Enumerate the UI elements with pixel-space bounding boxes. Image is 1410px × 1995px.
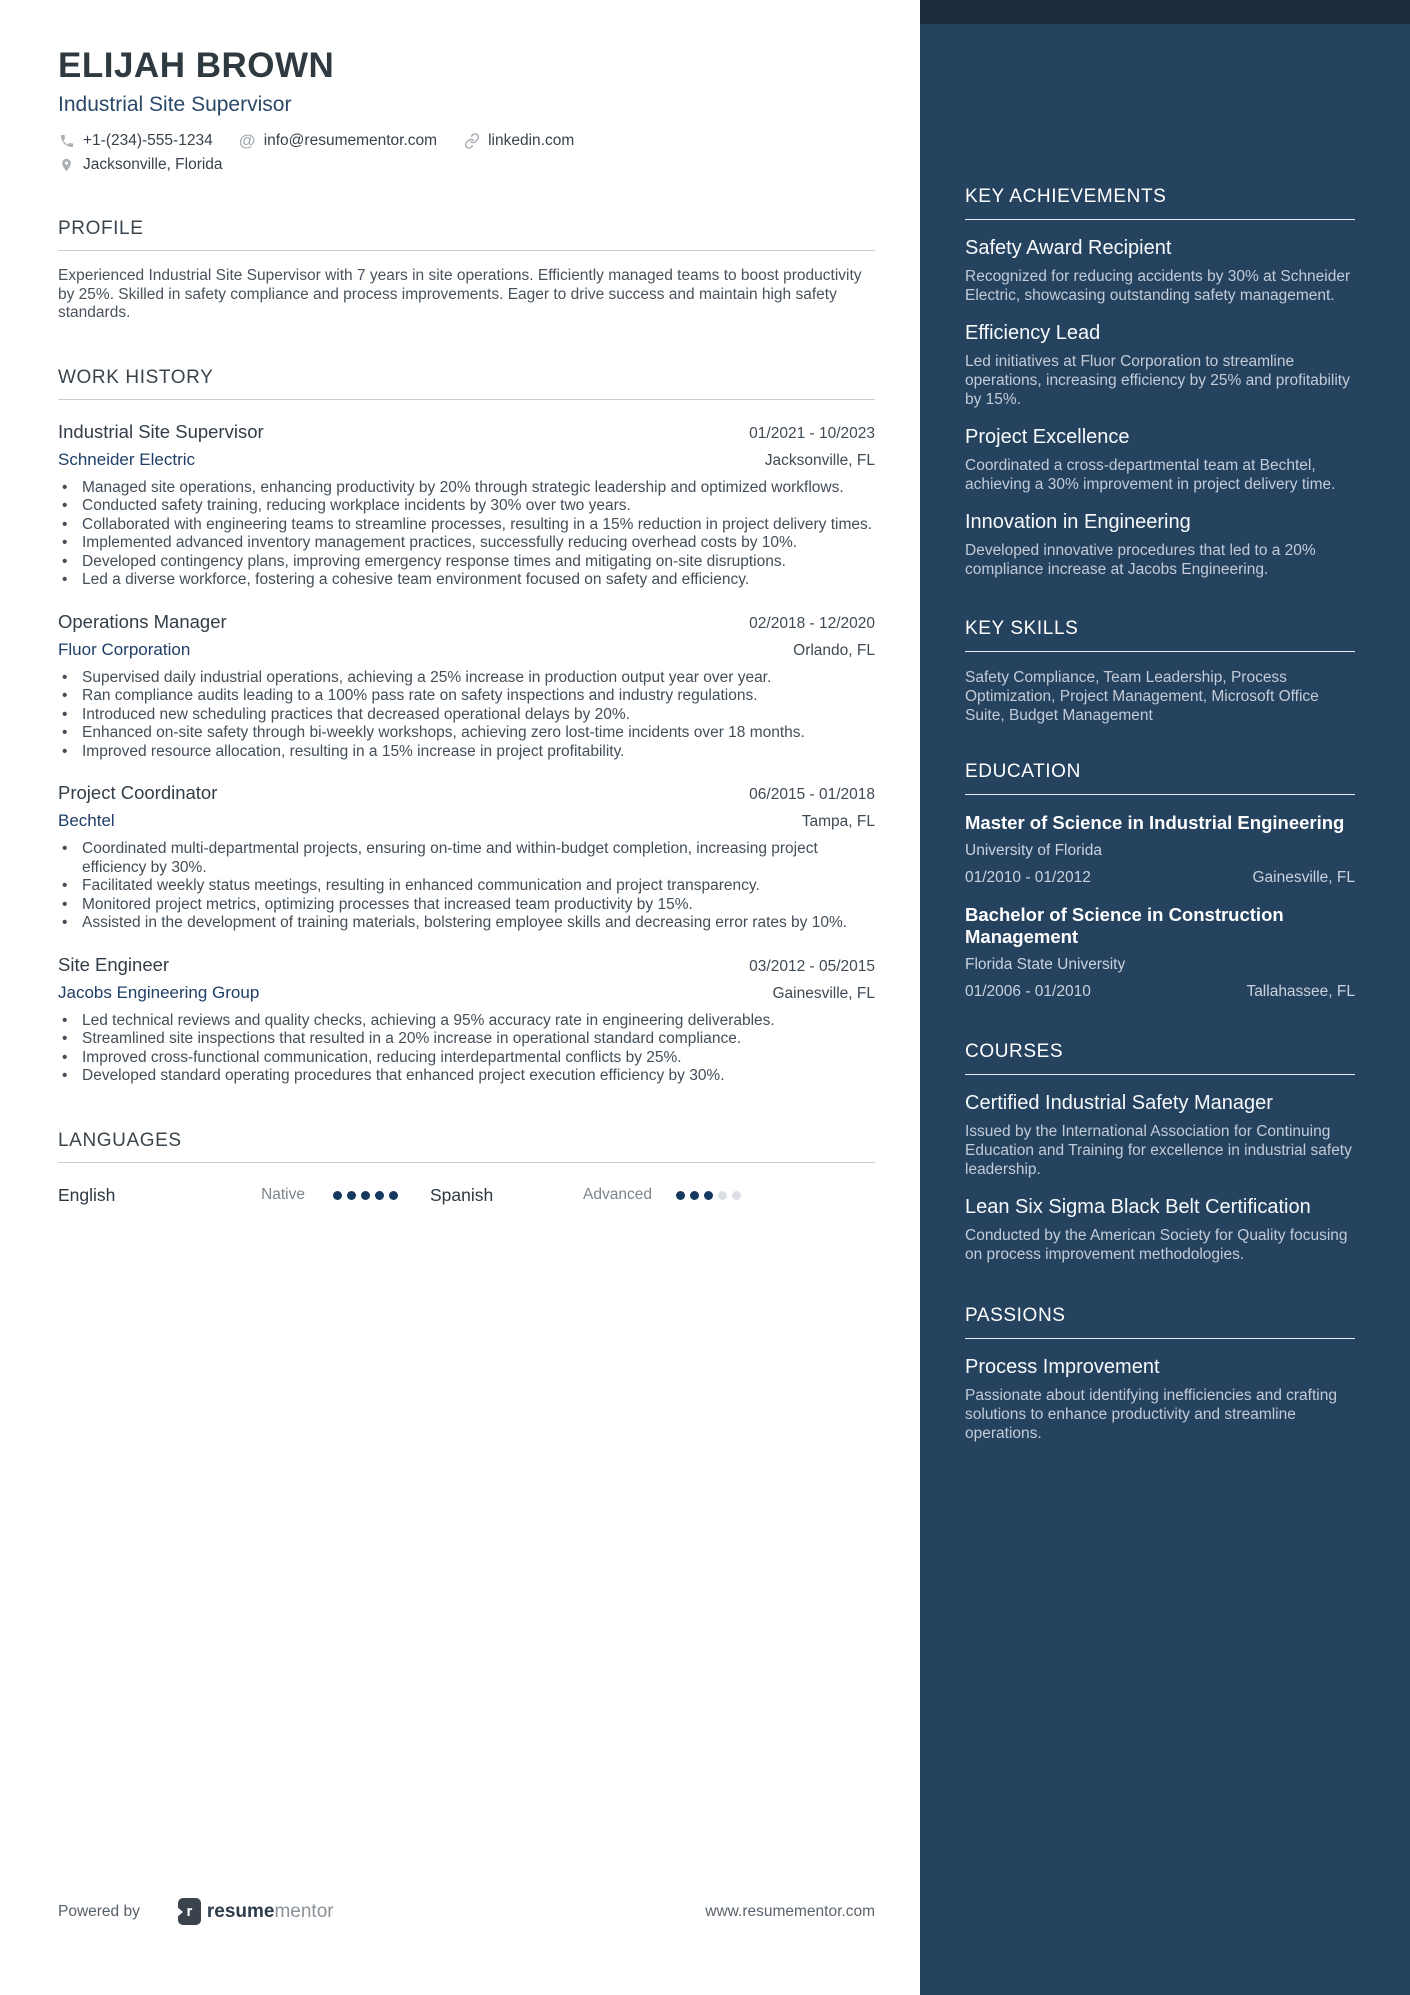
- email-icon: @: [238, 131, 256, 150]
- language-dot: [704, 1191, 713, 1200]
- passions-section: [965, 1305, 1355, 1443]
- candidate-name: ELIJAH BROWN: [58, 46, 335, 85]
- achievement-text: Recognized for reducing accidents by 30% at Schneider Electric, showcasing outstanding safety management.: [965, 268, 1351, 304]
- course-text: Issued by the International Association for Continuing Education and Training for excellence in industrial safety leadership.: [965, 1123, 1352, 1178]
- passion-title: Process Improvement: [965, 1356, 1160, 1378]
- job-title: Project Coordinator: [58, 782, 218, 803]
- logo-text-light: mentor: [274, 1900, 334, 1922]
- contact-row-1: [58, 132, 875, 150]
- sidebar-divider: [965, 1338, 1355, 1339]
- job-title: Operations Manager: [58, 610, 227, 632]
- language-dot: [347, 1191, 356, 1200]
- job-bullet: • Ran compliance audits leading to a 100% pass rate on safety inspections and industry regulations.: [58, 687, 875, 706]
- left-column: [58, 0, 875, 1206]
- courses-heading: COURSES: [965, 1041, 1064, 1062]
- job-location: Jacksonville, FL: [764, 451, 875, 469]
- language-dot: [718, 1191, 727, 1200]
- job-company: Bechtel: [58, 811, 115, 830]
- achievement-entry: [965, 426, 1355, 494]
- course-title: Lean Six Sigma Black Belt Certification: [965, 1196, 1311, 1218]
- resume-header: [58, 46, 875, 174]
- location-icon: [58, 157, 75, 174]
- job-bullet: • Improved resource allocation, resulting in a 15% increase in project profitability.: [58, 743, 875, 762]
- language-dot: [389, 1191, 398, 1200]
- job-title-row: [58, 611, 875, 633]
- powered-by: [58, 1898, 334, 1925]
- achievement-title: Efficiency Lead: [965, 322, 1101, 344]
- achievement-title: Safety Award Recipient: [965, 237, 1172, 259]
- course-entry: [965, 1196, 1355, 1264]
- work-history-heading: WORK HISTORY: [58, 366, 214, 388]
- profile-text: Experienced Industrial Site Supervisor with 7 years in site operations. Efficiently managed teams to boost productivity by 25%. Skilled in safety compliance and process improvements. Eager to drive success and maintain high safety standards.: [58, 267, 862, 321]
- logo-letter: r: [186, 1903, 193, 1920]
- job-company: Schneider Electric: [58, 449, 196, 469]
- course-entry: [965, 1092, 1355, 1179]
- section-divider: [58, 250, 875, 251]
- job-dates: 03/2012 - 05/2015: [749, 957, 875, 975]
- education-dates: 01/2010 - 01/2012: [965, 869, 1091, 886]
- contact-phone: [58, 132, 213, 150]
- candidate-title: Industrial Site Supervisor: [58, 93, 292, 116]
- language-dot: [676, 1191, 685, 1200]
- sidebar-top-band: [920, 0, 1410, 24]
- logo-text: [207, 1901, 334, 1923]
- sidebar-divider: [965, 651, 1355, 652]
- contact-text: linkedin.com: [488, 132, 575, 149]
- passions-list: [965, 1356, 1355, 1443]
- sidebar-divider: [965, 794, 1355, 795]
- job-company-row: [58, 983, 875, 1003]
- passion-entry: [965, 1356, 1355, 1443]
- language-dots: [333, 1191, 398, 1200]
- languages-row: [58, 1185, 875, 1206]
- job-bullet: • Supervised daily industrial operations, achieving a 25% increase in production output year over year.: [58, 669, 875, 688]
- contact-link[interactable]: [463, 132, 574, 150]
- section-divider: [58, 399, 875, 400]
- job-bullet: • Coordinated multi-departmental projects, ensuring on-time and within-budget completion, increasing project efficiency by 30%.: [58, 840, 875, 877]
- education-location: Tallahassee, FL: [1246, 983, 1355, 1000]
- job-company-row: [58, 640, 875, 660]
- school-name: Florida State University: [965, 956, 1126, 973]
- education-entry: [965, 812, 1355, 887]
- contact-location: [58, 156, 223, 174]
- sidebar-divider: [965, 1074, 1355, 1075]
- achievements-list: [965, 237, 1355, 579]
- phone-icon: [58, 133, 75, 150]
- job-bullet: • Developed standard operating procedures that enhanced project execution efficiency by 30%.: [58, 1067, 875, 1086]
- page-footer: [58, 1898, 875, 1925]
- job-bullet: • Introduced new scheduling practices that decreased operational delays by 20%.: [58, 706, 875, 725]
- job-bullet: • Led a diverse workforce, fostering a cohesive team environment focused on safety and efficiency.: [58, 571, 875, 590]
- education-entry: [965, 904, 1355, 1001]
- language-dot: [333, 1191, 342, 1200]
- job-location: Orlando, FL: [793, 641, 875, 659]
- logo-icon: [178, 1898, 201, 1925]
- key-achievements-heading: KEY ACHIEVEMENTS: [965, 186, 1167, 207]
- education-date-row: [965, 869, 1355, 887]
- powered-by-label: Powered by: [58, 1902, 140, 1920]
- job-entry: [58, 421, 875, 590]
- key-achievements-section: [965, 186, 1355, 579]
- job-bullet: • Collaborated with engineering teams to streamline processes, resulting in a 15% reduction in project delivery times.: [58, 516, 875, 535]
- job-title-row: [58, 954, 875, 976]
- job-bullet: • Conducted safety training, reducing workplace incidents by 30% over two years.: [58, 497, 875, 516]
- achievement-text: Developed innovative procedures that led to a 20% compliance increase at Jacobs Engineering.: [965, 542, 1316, 578]
- degree-title: Bachelor of Science in Construction Management: [965, 904, 1284, 947]
- degree-title: Master of Science in Industrial Engineering: [965, 812, 1345, 833]
- job-company: Jacobs Engineering Group: [58, 982, 260, 1002]
- contact-text: +1-(234)-555-1234: [83, 132, 213, 149]
- resumementor-logo: [178, 1898, 334, 1925]
- course-text: Conducted by the American Society for Quality focusing on process improvement methodologies.: [965, 1227, 1348, 1263]
- job-bullet: • Implemented advanced inventory management practices, successfully reducing overhead costs by 10%.: [58, 534, 875, 553]
- achievement-text: Led initiatives at Fluor Corporation to streamline operations, increasing efficiency by 25% and profitability by 15%.: [965, 353, 1350, 408]
- contact-info: [58, 132, 875, 174]
- job-bullet: • Improved cross-functional communication, reducing interdepartmental conflicts by 25%.: [58, 1049, 875, 1068]
- languages-section: [58, 1130, 875, 1206]
- job-title-row: [58, 782, 875, 804]
- profile-heading: PROFILE: [58, 218, 144, 239]
- key-skills-heading: KEY SKILLS: [965, 618, 1079, 639]
- courses-section: [965, 1041, 1355, 1264]
- education-location: Gainesville, FL: [1252, 869, 1355, 886]
- passions-heading: PASSIONS: [965, 1305, 1066, 1326]
- education-heading: EDUCATION: [965, 761, 1081, 782]
- sidebar-divider: [965, 219, 1355, 220]
- education-section: [965, 761, 1355, 1001]
- school-name: University of Florida: [965, 842, 1102, 859]
- education-dates: 01/2006 - 01/2010: [965, 983, 1091, 1000]
- achievement-text: Coordinated a cross-departmental team at Bechtel, achieving a 30% improvement in project delivery time.: [965, 457, 1336, 493]
- website-link[interactable]: www.resumementor.com: [705, 1902, 875, 1920]
- language-dot: [375, 1191, 384, 1200]
- course-title: Certified Industrial Safety Manager: [965, 1092, 1273, 1114]
- job-bullet: • Facilitated weekly status meetings, resulting in enhanced communication and project transparency.: [58, 877, 875, 896]
- job-bullets: [58, 1012, 875, 1086]
- languages-heading: LANGUAGES: [58, 1129, 182, 1151]
- job-entry: [58, 782, 875, 933]
- job-bullets: [58, 479, 875, 590]
- job-location: Tampa, FL: [801, 813, 875, 830]
- link-icon: [463, 133, 480, 150]
- work-history-section: [58, 367, 875, 1086]
- language-name: Spanish: [430, 1184, 494, 1205]
- passion-text: Passionate about identifying inefficiencies and crafting solutions to enhance productivity and streamline operations.: [965, 1387, 1337, 1442]
- profile-section: [58, 218, 875, 323]
- logo-text-bold: resume: [206, 1900, 275, 1922]
- language-dot: [732, 1191, 741, 1200]
- job-bullet: • Developed contingency plans, improving emergency response times and mitigating on-site disruptions.: [58, 553, 875, 572]
- job-title: Site Engineer: [58, 953, 170, 975]
- job-bullets: [58, 840, 875, 933]
- jobs-list: [58, 421, 875, 1086]
- key-skills-text: Safety Compliance, Team Leadership, Process Optimization, Project Management, Microsoft Office Suite, Budget Management: [965, 669, 1319, 724]
- job-entry: [58, 954, 875, 1086]
- language-dot: [361, 1191, 370, 1200]
- achievement-entry: [965, 322, 1355, 409]
- language-level: Advanced: [583, 1186, 652, 1203]
- job-bullets: [58, 669, 875, 762]
- job-bullet: • Enhanced on-site safety through bi-weekly workshops, achieving zero lost-time incidents over 18 months.: [58, 724, 875, 743]
- courses-list: [965, 1092, 1355, 1264]
- job-entry: [58, 611, 875, 762]
- contact-text: Jacksonville, Florida: [83, 156, 223, 173]
- job-title: Industrial Site Supervisor: [58, 420, 264, 442]
- education-date-row: [965, 983, 1355, 1001]
- education-list: [965, 812, 1355, 1001]
- language-dot: [690, 1191, 699, 1200]
- job-bullet: • Assisted in the development of training materials, bolstering employee skills and decreasing error rates by 10%.: [58, 914, 875, 933]
- section-divider: [58, 1162, 875, 1163]
- achievement-entry: [965, 511, 1355, 579]
- job-title-row: [58, 421, 875, 443]
- contact-row-2: [58, 156, 875, 174]
- job-company-row: [58, 811, 875, 831]
- job-dates: 01/2021 - 10/2023: [749, 424, 875, 442]
- achievement-title: Innovation in Engineering: [965, 511, 1191, 533]
- job-dates: 06/2015 - 01/2018: [749, 786, 875, 803]
- key-skills-section: [965, 618, 1355, 725]
- job-location: Gainesville, FL: [772, 984, 875, 1002]
- job-company: Fluor Corporation: [58, 639, 191, 659]
- contact-email[interactable]: [239, 132, 437, 150]
- sidebar: [920, 0, 1410, 1995]
- language-name: English: [58, 1184, 116, 1205]
- language-level: Native: [261, 1186, 305, 1203]
- achievement-entry: [965, 237, 1355, 305]
- achievement-title: Project Excellence: [965, 426, 1130, 448]
- job-bullet: • Monitored project metrics, optimizing processes that increased team productivity by 15%.: [58, 896, 875, 915]
- job-company-row: [58, 450, 875, 470]
- job-bullet: • Streamlined site inspections that resulted in a 20% increase in operational standard compliance.: [58, 1030, 875, 1049]
- job-bullet: • Managed site operations, enhancing productivity by 20% through strategic leadership and optimized workflows.: [58, 479, 875, 498]
- job-dates: 02/2018 - 12/2020: [749, 614, 875, 632]
- contact-text: info@resumementor.com: [263, 132, 438, 149]
- language-dots: [676, 1191, 741, 1200]
- job-bullet: • Led technical reviews and quality checks, achieving a 95% accuracy rate in engineering deliverables.: [58, 1012, 875, 1031]
